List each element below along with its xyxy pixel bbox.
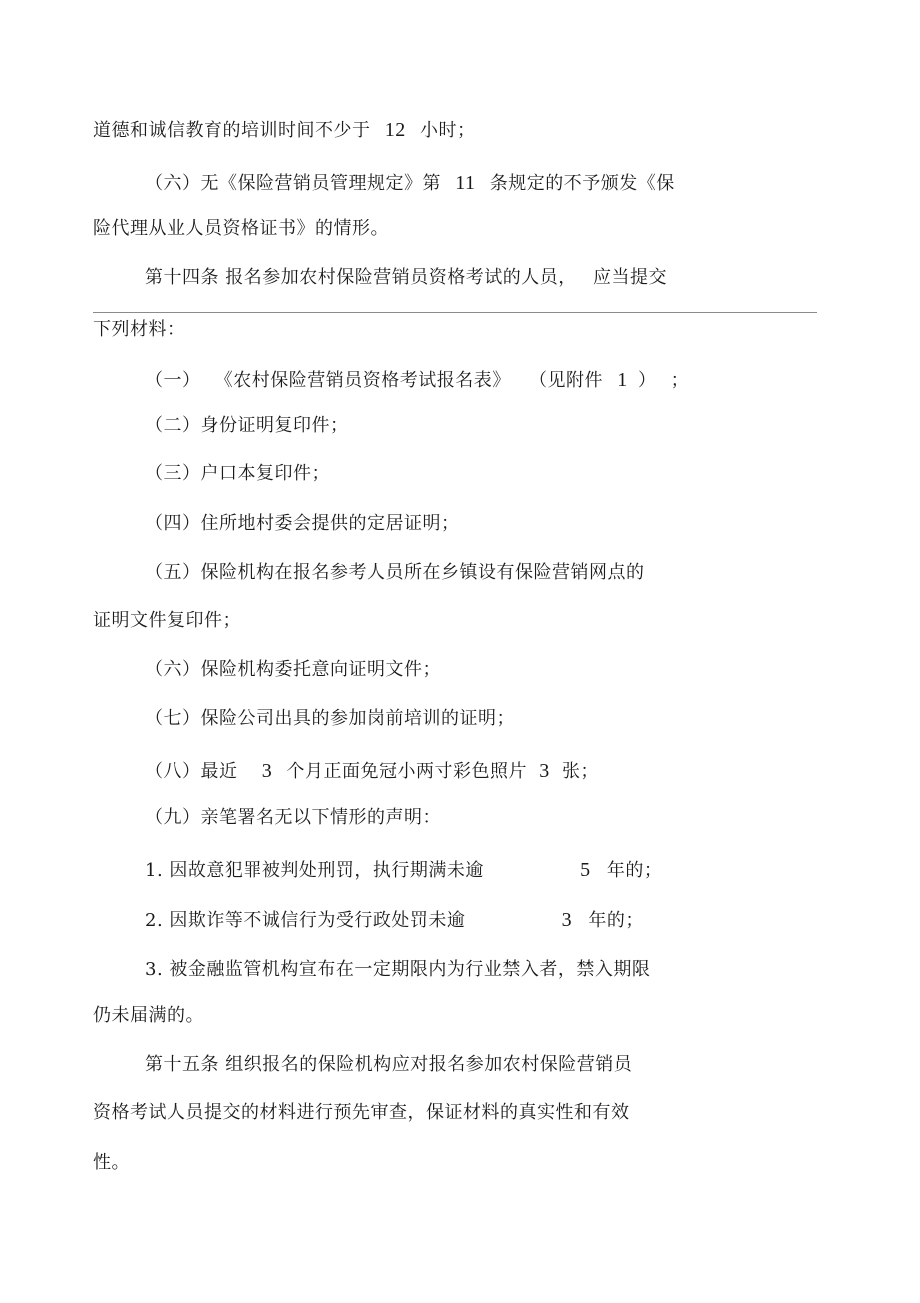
- number-years: 3: [561, 909, 573, 931]
- text-segment: 第十四条 报名参加农村保险营销员资格考试的人员，: [145, 267, 577, 288]
- list-item-2: （二）身份证明复印件；: [145, 415, 349, 436]
- sub-item-1: [145, 858, 662, 883]
- number-photos: 3: [539, 760, 550, 782]
- text-segment: 条规定的不予颁发《保: [489, 173, 675, 194]
- text-line-19: 仍未届满的。: [93, 1005, 204, 1026]
- text-segment: 个月正面免冠小两寸彩色照片: [286, 761, 527, 782]
- list-item-4: （四）住所地村委会提供的定居证明；: [145, 513, 460, 534]
- text-segment: （一）: [145, 370, 201, 391]
- list-item-6: （六）保险机构委托意向证明文件；: [145, 659, 441, 680]
- text-segment: （见附件: [528, 370, 603, 391]
- list-item-3: （三）户口本复印件；: [145, 463, 330, 484]
- text-segment: 道德和诚信教育的培训时间不少于: [93, 120, 371, 141]
- text-line-21: 资格考试人员提交的材料进行预先审查，保证材料的真实性和有效: [93, 1102, 630, 1123]
- text-segment: 2. 因欺诈等不诚信行为受行政处罚未逾: [145, 910, 466, 931]
- sub-item-3: 3. 被金融监管机构宣布在一定期限内为行业禁入者，禁入期限: [145, 959, 651, 980]
- list-item-9: （九）亲笔署名无以下情形的声明：: [145, 807, 441, 828]
- text-segment: 1. 因故意犯罪被判处刑罚，执行期满未逾: [145, 860, 484, 881]
- text-line-5: 下列材料：: [93, 319, 186, 340]
- text-line-2: [145, 171, 675, 196]
- text-line-3: 险代理从业人员资格证书》的情形。: [93, 218, 389, 239]
- text-segment: ）: [637, 370, 657, 391]
- text-segment: 应当提交: [592, 267, 667, 288]
- sub-item-2: [145, 908, 644, 933]
- text-segment: 年的；: [588, 910, 644, 931]
- text-segment: 张；: [561, 761, 599, 782]
- number-months: 3: [261, 760, 273, 782]
- number-hours: 12: [384, 119, 406, 141]
- list-item-7: （七）保险公司出具的参加岗前培训的证明；: [145, 708, 515, 729]
- text-line-1: [93, 118, 475, 143]
- article-15-heading: 第十五条 组织报名的保险机构应对报名参加农村保险营销员: [145, 1054, 633, 1075]
- horizontal-rule: [93, 312, 817, 313]
- text-line-22: 性。: [93, 1152, 130, 1173]
- list-item-1: [145, 368, 689, 393]
- text-segment: （八）最近: [145, 761, 238, 782]
- text-segment: 年的；: [606, 860, 663, 881]
- number-article: 11: [455, 172, 476, 194]
- text-segment: 《农村保险营销员资格考试报名表》: [214, 370, 511, 391]
- text-line-11: 证明文件复印件；: [93, 610, 241, 631]
- text-segment: （六）无《保险营销员管理规定》第: [145, 173, 441, 194]
- list-item-5: （五）保险机构在报名参考人员所在乡镇设有保险营销网点的: [145, 562, 645, 583]
- article-14-heading: [145, 266, 667, 290]
- text-segment: 小时；: [419, 120, 476, 141]
- number-attachment: 1: [617, 369, 628, 391]
- number-years: 5: [580, 859, 591, 881]
- list-item-8: [145, 759, 599, 784]
- text-segment: ；: [670, 370, 690, 391]
